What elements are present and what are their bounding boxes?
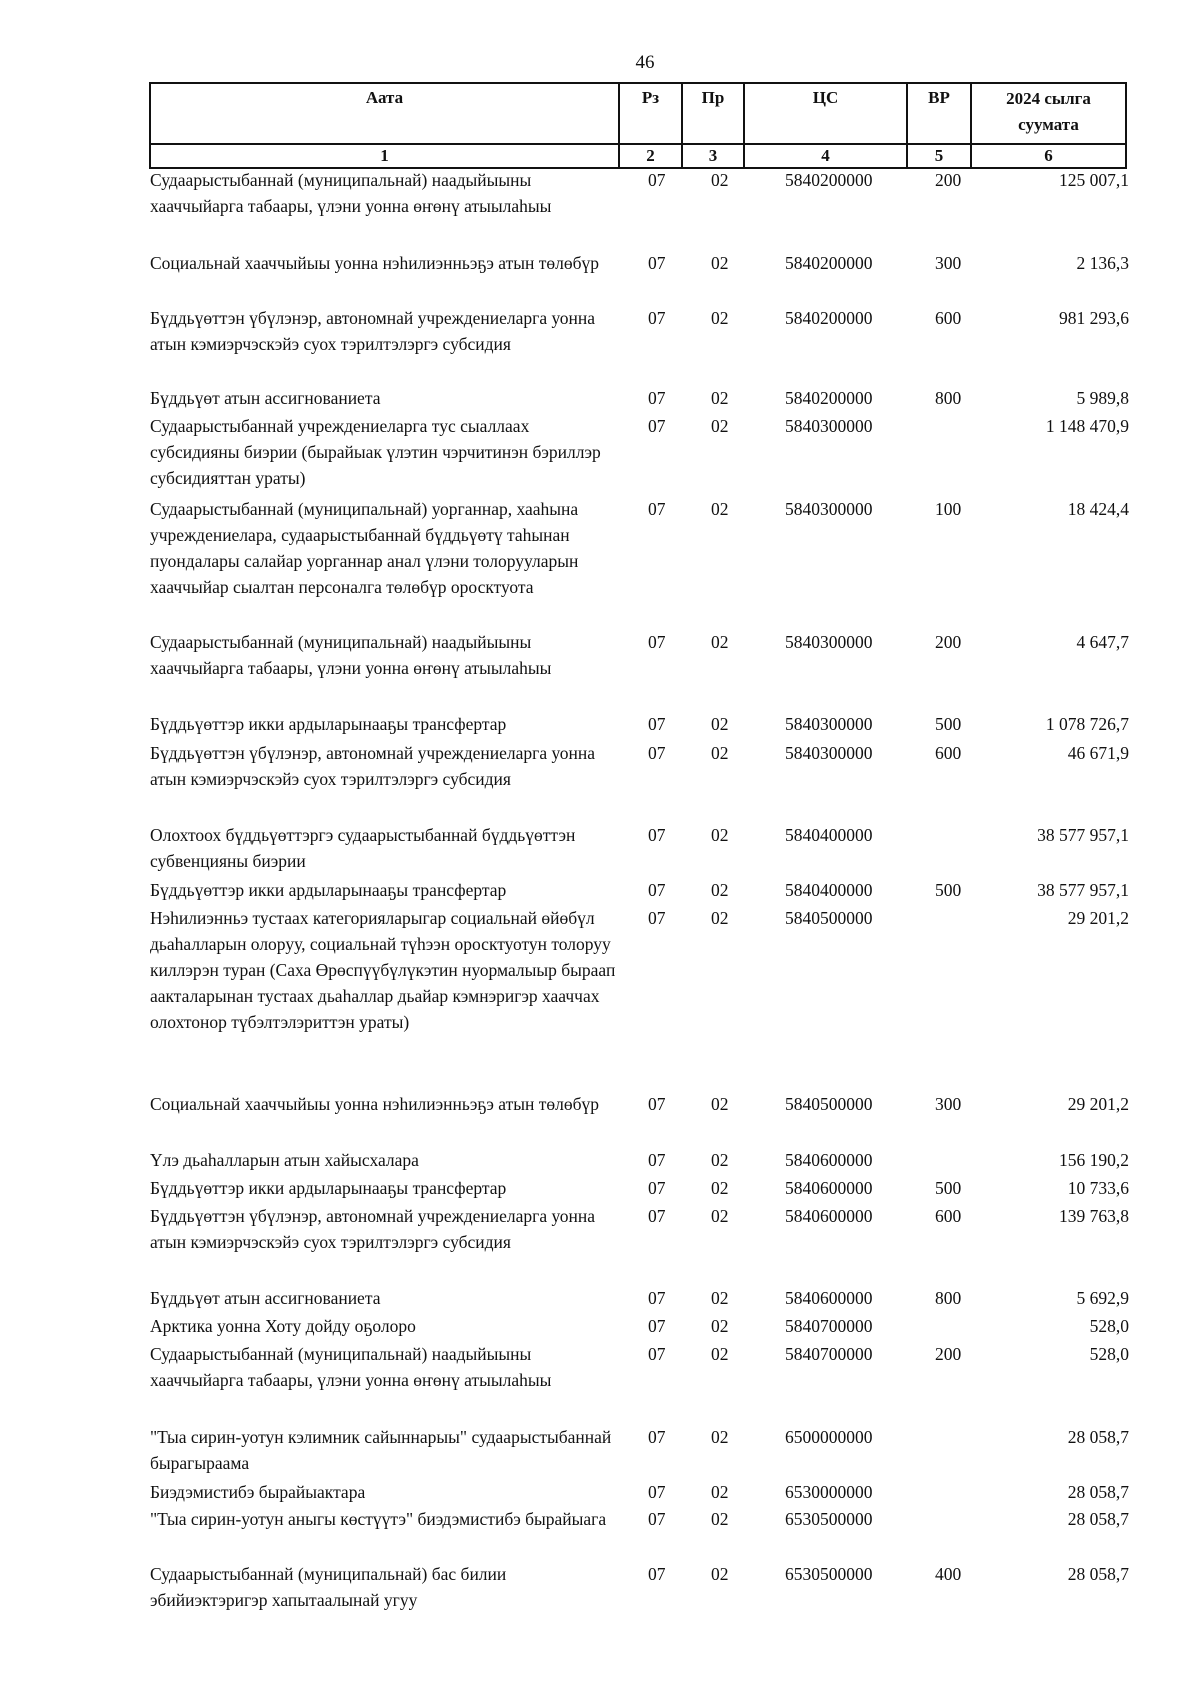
row-name: Социальнай хааччыйыы уонна нэһилиэнньэҕэ атын төлөбүр xyxy=(150,253,600,273)
row-name: Бүддьүөт атын ассигнованиета xyxy=(150,388,381,408)
row-vr: 800 xyxy=(935,1288,962,1308)
row-pr: 02 xyxy=(711,1427,729,1447)
row-pr: 02 xyxy=(711,170,729,190)
row-cs: 5840700000 xyxy=(785,1344,873,1364)
header-name: Аата xyxy=(150,83,619,144)
row-vr: 500 xyxy=(935,880,962,900)
row-pr: 02 xyxy=(711,1288,729,1308)
header-rz: Рз xyxy=(619,83,682,144)
row-pr: 02 xyxy=(711,908,729,928)
row-sum: 18 424,4 xyxy=(1067,499,1129,519)
row-pr: 02 xyxy=(711,880,729,900)
row-vr: 500 xyxy=(935,714,962,734)
row-rz: 07 xyxy=(648,1482,666,1502)
row-vr: 500 xyxy=(935,1178,962,1198)
row-name: "Тыа сирин-уотун кэлимник сайыннарыы" судаарыстыбаннай бырагыраама xyxy=(150,1427,612,1473)
row-cs: 5840300000 xyxy=(785,499,873,519)
row-cs: 5840400000 xyxy=(785,825,873,845)
row-vr: 200 xyxy=(935,1344,962,1364)
row-rz: 07 xyxy=(648,308,666,328)
row-name: Судаарыстыбаннай (муниципальнай) уорганнар, хааһына учреждениелара, судаарыстыбаннай бүддьүөтү таһынан пуондалары салайар уорганнар анал үлэни толорууларын хааччыйар сыалтан персоналга төлөбүр оросктуота xyxy=(150,499,579,597)
row-rz: 07 xyxy=(648,880,666,900)
row-rz: 07 xyxy=(648,1427,666,1447)
row-vr: 300 xyxy=(935,1094,962,1114)
row-rz: 07 xyxy=(648,1150,666,1170)
row-vr: 600 xyxy=(935,308,962,328)
row-sum: 139 763,8 xyxy=(1059,1206,1129,1226)
row-vr: 600 xyxy=(935,1206,962,1226)
row-sum: 1 078 726,7 xyxy=(1045,714,1129,734)
row-sum: 981 293,6 xyxy=(1059,308,1129,328)
row-pr: 02 xyxy=(711,1094,729,1114)
row-rz: 07 xyxy=(648,1564,666,1584)
row-vr: 400 xyxy=(935,1564,962,1584)
row-vr: 100 xyxy=(935,499,962,519)
row-pr: 02 xyxy=(711,253,729,273)
row-rz: 07 xyxy=(648,1316,666,1336)
row-sum: 1 148 470,9 xyxy=(1045,416,1129,436)
row-name: Бүддьүөттэр икки ардыларынааҕы трансфертар xyxy=(150,880,507,900)
row-cs: 6530500000 xyxy=(785,1564,873,1584)
row-name: Арктика уонна Хоту дойду оҕолоро xyxy=(150,1316,416,1336)
row-sum: 5 692,9 xyxy=(1076,1288,1129,1308)
row-rz: 07 xyxy=(648,1509,666,1529)
row-name: Бүддьүөттэн үбүлэнэр, автономнай учреждениеларга уонна атын кэмиэрчэскэйэ суох тэрилтэлэргэ субсидия xyxy=(150,308,596,354)
row-cs: 5840700000 xyxy=(785,1316,873,1336)
row-pr: 02 xyxy=(711,632,729,652)
row-cs: 5840400000 xyxy=(785,880,873,900)
row-cs: 5840200000 xyxy=(785,308,873,328)
row-sum: 46 671,9 xyxy=(1067,743,1129,763)
row-pr: 02 xyxy=(711,1564,729,1584)
row-rz: 07 xyxy=(648,253,666,273)
row-cs: 5840500000 xyxy=(785,908,873,928)
row-rz: 07 xyxy=(648,1206,666,1226)
row-sum: 38 577 957,1 xyxy=(1037,825,1129,845)
header-cs: ЦС xyxy=(744,83,907,144)
row-rz: 07 xyxy=(648,714,666,734)
row-pr: 02 xyxy=(711,825,729,845)
row-name: "Тыа сирин-уотун аныгы көстүүтэ" биэдэмистибэ бырайыага xyxy=(150,1509,607,1529)
column-number: 3 xyxy=(682,144,744,168)
row-name: Судаарыстыбаннай (муниципальнай) наадыйыыны хааччыйарга табаары, үлэни уонна өҥөнү атыылаһыы xyxy=(150,1344,552,1390)
row-vr: 600 xyxy=(935,743,962,763)
row-sum: 125 007,1 xyxy=(1059,170,1129,190)
row-sum: 5 989,8 xyxy=(1076,388,1129,408)
row-rz: 07 xyxy=(648,388,666,408)
row-rz: 07 xyxy=(648,499,666,519)
row-rz: 07 xyxy=(648,1094,666,1114)
row-cs: 5840300000 xyxy=(785,743,873,763)
row-name: Судаарыстыбаннай (муниципальнай) наадыйыыны хааччыйарга табаары, үлэни уонна өҥөнү атыылаһыы xyxy=(150,632,552,678)
column-number: 4 xyxy=(744,144,907,168)
column-number: 6 xyxy=(971,144,1126,168)
column-number: 5 xyxy=(907,144,971,168)
row-sum: 528,0 xyxy=(1089,1316,1129,1336)
row-vr: 200 xyxy=(935,632,962,652)
page-number: 46 xyxy=(635,52,655,73)
row-sum: 528,0 xyxy=(1089,1344,1129,1364)
row-pr: 02 xyxy=(711,1178,729,1198)
row-sum: 38 577 957,1 xyxy=(1037,880,1129,900)
row-sum: 2 136,3 xyxy=(1076,253,1129,273)
row-sum: 28 058,7 xyxy=(1067,1427,1129,1447)
row-pr: 02 xyxy=(711,416,729,436)
row-pr: 02 xyxy=(711,499,729,519)
row-pr: 02 xyxy=(711,1206,729,1226)
header-vr: ВР xyxy=(907,83,971,144)
row-name: Судаарыстыбаннай учреждениеларга тус сыаллаах субсидияны биэрии (бырайыак үлэтин чэрчитинэн бэриллэр субсидияттан ураты) xyxy=(150,416,601,488)
row-cs: 6500000000 xyxy=(785,1427,873,1447)
row-pr: 02 xyxy=(711,1150,729,1170)
row-rz: 07 xyxy=(648,743,666,763)
column-number: 2 xyxy=(619,144,682,168)
row-name: Социальнай хааччыйыы уонна нэһилиэнньэҕэ атын төлөбүр xyxy=(150,1094,600,1114)
row-cs: 5840200000 xyxy=(785,170,873,190)
row-cs: 5840600000 xyxy=(785,1206,873,1226)
row-sum: 29 201,2 xyxy=(1067,908,1129,928)
header-sum-line1: 2024 сылга xyxy=(1006,89,1091,108)
row-name: Бүддьүөттэр икки ардыларынааҕы трансфертар xyxy=(150,714,507,734)
row-vr: 200 xyxy=(935,170,962,190)
row-cs: 5840600000 xyxy=(785,1150,873,1170)
row-cs: 5840300000 xyxy=(785,714,873,734)
row-pr: 02 xyxy=(711,388,729,408)
column-number: 1 xyxy=(150,144,619,168)
header-pr: Пр xyxy=(682,83,744,144)
row-rz: 07 xyxy=(648,825,666,845)
row-vr: 800 xyxy=(935,388,962,408)
row-sum: 4 647,7 xyxy=(1076,632,1129,652)
row-rz: 07 xyxy=(648,416,666,436)
row-cs: 5840600000 xyxy=(785,1288,873,1308)
row-sum: 156 190,2 xyxy=(1059,1150,1129,1170)
row-name: Олохтоох бүддьүөттэргэ судаарыстыбаннай бүддьүөттэн субвенцияны биэрии xyxy=(150,825,576,871)
row-name: Бүддьүөттэн үбүлэнэр, автономнай учреждениеларга уонна атын кэмиэрчэскэйэ суох тэрилтэлэргэ субсидия xyxy=(150,743,596,789)
row-pr: 02 xyxy=(711,743,729,763)
row-cs: 5840200000 xyxy=(785,388,873,408)
row-pr: 02 xyxy=(711,1344,729,1364)
row-rz: 07 xyxy=(648,170,666,190)
row-name: Бүддьүөт атын ассигнованиета xyxy=(150,1288,381,1308)
row-pr: 02 xyxy=(711,1482,729,1502)
row-name: Нэһилиэнньэ тустаах категорияларыгар социальнай өйөбүл дьаһалларын олоруу, социальнай түһээн оросктуотун толоруу киллэрэн туран (Саха Өрөспүүбүлүкэтин нуормалыыр быраап аакталарынан тустаах дьаһаллар дьайар кэмнэригэр хааччах олохтонор түбэлтэлэриттэн ураты) xyxy=(150,908,616,1032)
row-cs: 6530000000 xyxy=(785,1482,873,1502)
row-name: Биэдэмистибэ бырайыактара xyxy=(150,1482,366,1502)
row-cs: 5840200000 xyxy=(785,253,873,273)
row-name: Судаарыстыбаннай (муниципальнай) бас билии эбийиэктэригэр хапытаалынай угуу xyxy=(150,1564,507,1610)
row-sum: 28 058,7 xyxy=(1067,1482,1129,1502)
row-cs: 5840300000 xyxy=(785,632,873,652)
row-rz: 07 xyxy=(648,1288,666,1308)
row-pr: 02 xyxy=(711,308,729,328)
row-rz: 07 xyxy=(648,908,666,928)
row-name: Бүддьүөттэр икки ардыларынааҕы трансфертар xyxy=(150,1178,507,1198)
row-pr: 02 xyxy=(711,1509,729,1529)
row-rz: 07 xyxy=(648,1344,666,1364)
row-sum: 28 058,7 xyxy=(1067,1564,1129,1584)
row-name: Үлэ дьаһалларын атын хайысхалара xyxy=(150,1150,419,1170)
row-cs: 5840500000 xyxy=(785,1094,873,1114)
row-pr: 02 xyxy=(711,1316,729,1336)
row-sum: 29 201,2 xyxy=(1067,1094,1129,1114)
row-cs: 5840300000 xyxy=(785,416,873,436)
row-cs: 5840600000 xyxy=(785,1178,873,1198)
row-vr: 300 xyxy=(935,253,962,273)
row-name: Судаарыстыбаннай (муниципальнай) наадыйыыны хааччыйарга табаары, үлэни уонна өҥөнү атыылаһыы xyxy=(150,170,552,216)
row-name: Бүддьүөттэн үбүлэнэр, автономнай учреждениеларга уонна атын кэмиэрчэскэйэ суох тэрилтэлэргэ субсидия xyxy=(150,1206,596,1252)
row-pr: 02 xyxy=(711,714,729,734)
row-sum: 28 058,7 xyxy=(1067,1509,1129,1529)
row-rz: 07 xyxy=(648,632,666,652)
row-sum: 10 733,6 xyxy=(1067,1178,1129,1198)
row-cs: 6530500000 xyxy=(785,1509,873,1529)
header-sum-line2: суумата xyxy=(1018,115,1079,134)
row-rz: 07 xyxy=(648,1178,666,1198)
